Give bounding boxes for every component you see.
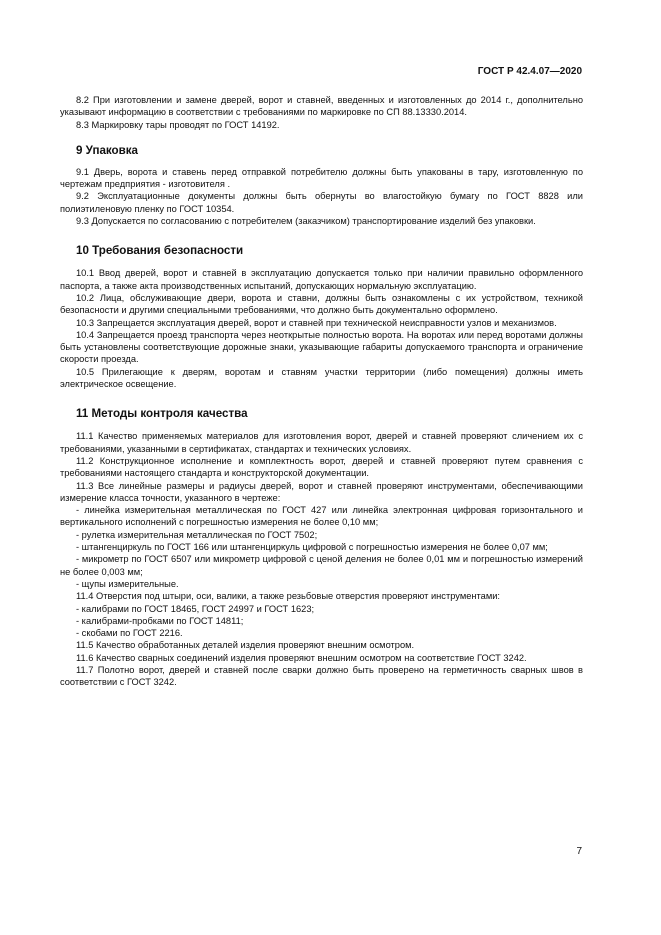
list-item: - линейка измерительная металлическая по ГОСТ 427 или линейка электронная цифровая горизонтального и вертикального исполнений с погрешностью измерения не более 0,10 мм; [60, 505, 583, 528]
paragraph-9-1: 9.1 Дверь, ворота и ставень перед отправкой потребителю должны быть упакованы в тару, изготовленную по чертежам предприятия - изготовителя . [60, 166, 583, 190]
page-number: 7 [576, 846, 582, 857]
paragraph-11-4: 11.4 Отверстия под штыри, оси, валики, а также резьбовые отверстия проверяют инструментами: [76, 591, 501, 602]
list-item: - микрометр по ГОСТ 6507 или микрометр цифровой с ценой деления не более 0,01 мм и погрешностью измерений не более 0,003 мм; [60, 554, 583, 577]
paragraph-9-2: 9.2 Эксплуатационные документы должны быть обернуты во влагостойкую бумагу по ГОСТ 8828 или полиэтиленовую пленку по ГОСТ 10354. [60, 191, 583, 214]
list-item: - калибрами по ГОСТ 18465, ГОСТ 24997 и ГОСТ 1623; [76, 603, 315, 614]
paragraph-11-1: 11.1 Качество применяемых материалов для изготовления ворот, дверей и ставней проверяют сличением их с требованиями, указанными в сертификатах, стандартах и технических условиях. [60, 431, 583, 454]
list-item: - рулетка измерительная металлическая по ГОСТ 7502; [76, 529, 318, 540]
paragraph-8-3: 8.3 Маркировку тары проводят по ГОСТ 14192. [76, 119, 280, 130]
paragraph-10-1: 10.1 Ввод дверей, ворот и ставней в эксплуатацию допускается только при наличии правильно оформленного паспорта, а также акта производственных испытаний, допускающих нормальную эксплуатацию. [60, 268, 583, 291]
paragraph-10-4: 10.4 Запрещается проезд транспорта через неоткрытые полностью ворота. На воротах или перед воротами должны быть установлены соответствующие дорожные знаки, указывающие габариты допускаемого транспорта и ограничение скорости проезда. [60, 329, 583, 365]
paragraph-10-2: 10.2 Лица, обслуживающие двери, ворота и ставни, должны быть ознакомлены с их устройством, техникой безопасности и другими специальными требованиями, что должно быть документально оформлено. [60, 292, 583, 316]
paragraph-8-2: 8.2 При изготовлении и замене дверей, ворот и ставней, введенных и изготовленных до 2014 г., дополнительно указывают информацию в соответствии с требованиями по маркировке по СП 88.13330.2014. [60, 95, 583, 118]
section-heading-10: 10 Требования безопасности [76, 244, 244, 258]
paragraph-10-3: 10.3 Запрещается эксплуатация дверей, ворот и ставней при технической неисправности узлов и механизмов. [76, 317, 557, 328]
section-heading-11: 11 Методы контроля качества [76, 407, 248, 421]
section-heading-9: 9 Упаковка [76, 143, 138, 157]
paragraph-9-3: 9.3 Допускается по согласованию с потребителем (заказчиком) транспортирование изделий без упаковки. [76, 216, 536, 227]
list-item: - штангенциркуль по ГОСТ 166 или штангенциркуль цифровой с погрешностью измерения не более 0,07 мм; [76, 542, 548, 553]
paragraph-11-5: 11.5 Качество обработанных деталей изделия проверяют внешним осмотром. [76, 640, 415, 651]
paragraph-11-6: 11.6 Качество сварных соединений изделия проверяют внешним осмотром на соответствие ГОСТ 3242. [76, 652, 527, 663]
list-item: - калибрами-пробками по ГОСТ 14811; [76, 615, 244, 626]
page-content [60, 94, 583, 689]
paragraph-11-7: 11.7 Полотно ворот, дверей и ставней после сварки должно быть проверено на герметичность сварных швов в соответствии с ГОСТ 3242. [60, 664, 583, 688]
paragraph-11-3: 11.3 Все линейные размеры и радиусы дверей, ворот и ставней проверяют инструментами, обеспечивающими измерение класса точности, указанного в чертеже: [60, 480, 583, 503]
list-item: - скобами по ГОСТ 2216. [76, 628, 183, 639]
standard-designation: ГОСТ Р 42.4.07—2020 [477, 66, 582, 77]
paragraph-10-5: 10.5 Прилегающие к дверям, воротам и ставням участки территории (либо помещения) должны иметь электрическое освещение. [60, 366, 583, 390]
paragraph-11-2: 11.2 Конструкционное исполнение и комплектность ворот, дверей и ставней проверяют путем сравнения с требованиями настоящего стандарта и конструкторской документации. [60, 455, 583, 479]
list-item: - щупы измерительные. [76, 578, 179, 589]
